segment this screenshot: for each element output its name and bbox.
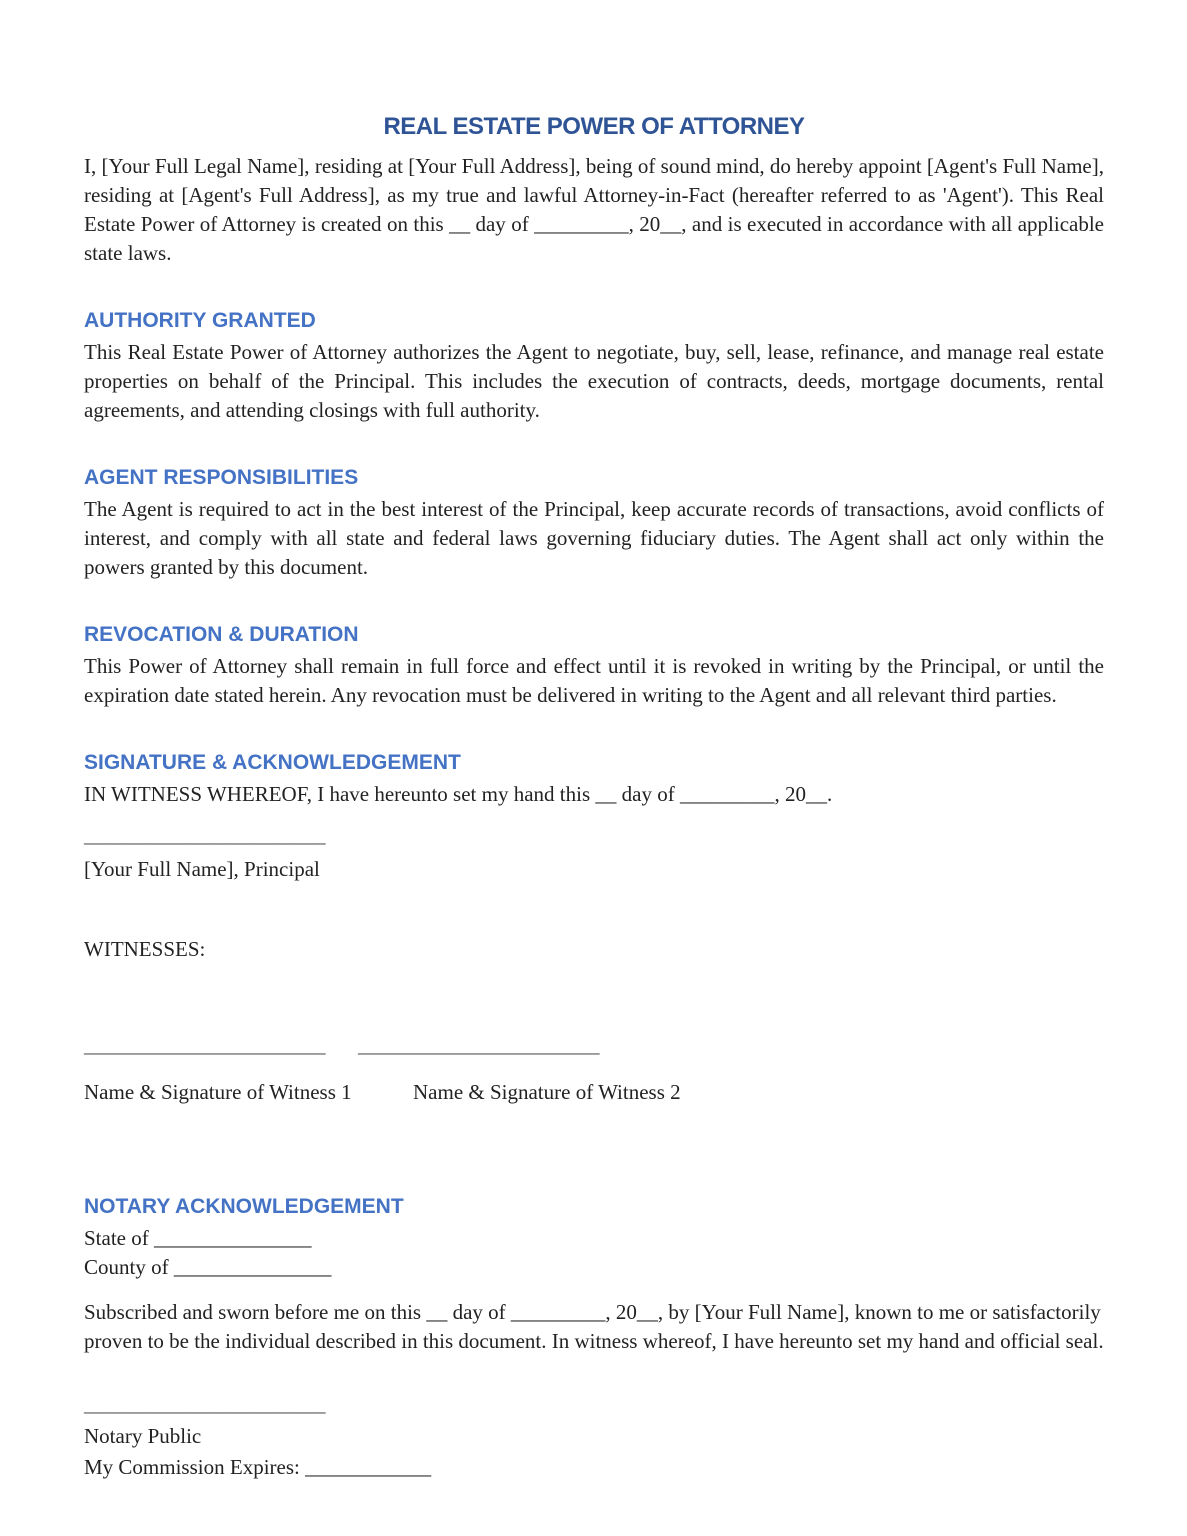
witnesses-label: WITNESSES: — [84, 937, 206, 961]
witness2-label: Name & Signature of Witness 2 — [413, 1080, 681, 1104]
section-heading-notary-acknowledgement: NOTARY ACKNOWLEDGEMENT — [84, 1195, 404, 1218]
document-title: REAL ESTATE POWER OF ATTORNEY — [383, 113, 805, 140]
authority-granted-paragraph: This Real Estate Power of Attorney authorizes the Agent to negotiate, buy, sell, lease, refinance, and manage real estate properties on behalf of the Principal. This includes the execution of contracts, deeds, mortgage documents, rental agreements, and attending closings with full authority. — [84, 340, 1104, 422]
principal-name-label: [Your Full Name], Principal — [84, 857, 320, 881]
section-heading-revocation-duration: REVOCATION & DURATION — [84, 623, 359, 646]
agent-responsibilities-paragraph: The Agent is required to act in the best interest of the Principal, keep accurate records of transactions, avoid conflicts of interest, and comply with all state and federal laws governing fiduciary duties. The Agent shall act only within the powers granted by this document. — [84, 497, 1104, 579]
witness-signature-lines — [84, 1031, 1104, 1060]
notary-signature-line: _______________________ — [84, 1392, 326, 1416]
witness2-signature-line: _______________________ — [358, 1033, 600, 1057]
revocation-duration-paragraph: This Power of Attorney shall remain in full force and effect until it is revoked in writing by the Principal, or until the expiration date stated herein. Any revocation must be delivered in writing to the Agent and all relevant third parties. — [84, 654, 1104, 707]
commission-expires-line: My Commission Expires: ____________ — [84, 1455, 432, 1479]
intro-paragraph: I, [Your Full Legal Name], residing at [Your Full Address], being of sound mind, do hereby appoint [Agent's Full Name], residing at [Agent's Full Address], as my true and lawful Attorney-in-Fact (hereafter referred to as 'Agent'). This Real Estate Power of Attorney is created on this __ day of _________, 20__, and is executed in accordance with all applicable state laws. — [84, 154, 1104, 265]
witness1-signature-line: _______________________ — [84, 1033, 326, 1057]
section-heading-agent-responsibilities: AGENT RESPONSIBILITIES — [84, 466, 359, 489]
section-heading-authority-granted: AUTHORITY GRANTED — [84, 309, 316, 332]
witness1-label: Name & Signature of Witness 1 — [84, 1080, 352, 1104]
notary-public-label: Notary Public — [84, 1424, 202, 1448]
principal-signature-line: _______________________ — [84, 823, 326, 847]
witness-name-labels — [84, 1078, 1104, 1107]
notary-paragraph: Subscribed and sworn before me on this __ day of _________, 20__, by [Your Full Name], known to me or satisfactorily proven to be the individual described in this document. In witness whereof, I have hereunto set my hand and official seal. — [84, 1300, 1104, 1353]
notary-state-line: State of _______________ — [84, 1226, 312, 1250]
notary-county-line: County of _______________ — [84, 1255, 332, 1279]
in-witness-sentence: IN WITNESS WHEREOF, I have hereunto set my hand this __ day of _________, 20__. — [84, 782, 833, 806]
section-heading-signature-acknowledgement: SIGNATURE & ACKNOWLEDGEMENT — [84, 751, 461, 774]
